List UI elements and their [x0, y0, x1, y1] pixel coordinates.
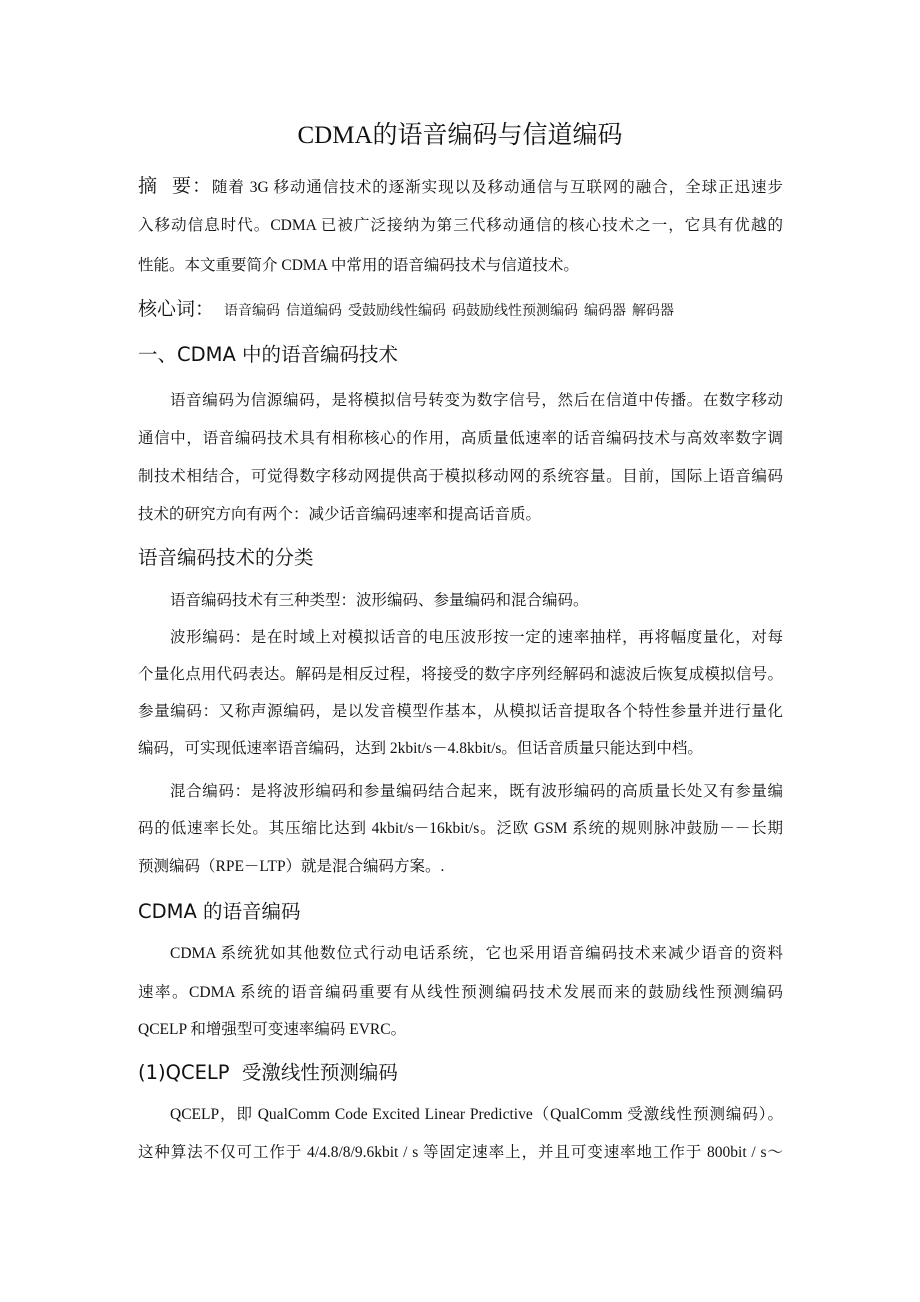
paragraph-line: 技术的研究方向有两个：减少话音编码速率和提高话音质。	[138, 506, 542, 523]
keyword: 编码器	[584, 303, 627, 319]
paragraph-line: 速率。CDMA 系统的语音编码重要有从线性预测编码技术发展而来的鼓励线性预测编码	[138, 984, 783, 1001]
paragraph-line: 参量编码：又称声源编码，是以发音模型作基本，从模拟话音提取各个特性参量并进行量化	[138, 703, 783, 720]
paragraph-line: QCELP，即 QualComm Code Excited Linear Predictive（QualComm 受激线性预测编码）。	[170, 1106, 783, 1123]
paragraph-line: 编码，可实现低速率语音编码，达到 2kbit/s－4.8kbit/s。但话音质量只能达到中档。	[138, 740, 703, 757]
paragraph-line: 混合编码：是将波形编码和参量编码结合起来，既有波形编码的高质量长处又有参量编	[170, 783, 783, 800]
paragraph-line: 码的低速率长处。其压缩比达到 4kbit/s－16kbit/s。泛欧 GSM 系统的规则脉冲鼓励－－长期	[138, 820, 783, 837]
paragraph-line: 通信中，语音编码技术具有相称核心的作用，高质量低速率的话音编码技术与高效率数字调	[138, 430, 783, 447]
keywords-label: 核心词：	[138, 298, 215, 320]
paragraph-line: 个量化点用代码表达。解码是相反过程，将接受的数字序列经解码和滤波后恢复成模拟信号。	[138, 666, 783, 683]
document-title: CDMA的语音编码与信道编码	[297, 122, 623, 149]
subsection-heading: (1)QCELP 受激线性预测编码	[138, 1061, 398, 1084]
keyword: 语音编码	[224, 303, 281, 319]
paragraph-line: CDMA 系统犹如其他数位式行动电话系统，它也采用语音编码技术来减少语音的资料	[170, 945, 783, 962]
keyword: 受鼓励线性编码	[348, 303, 447, 319]
paragraph-line: 波形编码：是在时域上对模拟话音的电压波形按一定的速率抽样，再将幅度量化，对每	[170, 629, 783, 646]
abstract-line-1	[138, 176, 783, 198]
paragraph-line: 这种算法不仅可工作于 4/4.8/8/9.6kbit / s 等固定速率上，并且可变速率地工作于 800bit / s～	[138, 1144, 783, 1161]
subsection-heading: CDMA 的语音编码	[138, 900, 301, 923]
keyword: 码鼓励线性预测编码	[452, 303, 579, 319]
subsection-heading: 语音编码技术的分类	[138, 546, 314, 569]
paragraph-line: 语音编码为信源编码，是将模拟信号转变为数字信号，然后在信道中传播。在数字移动	[170, 392, 783, 409]
abstract-line-3: 性能。本文重要简介 CDMA 中常用的语音编码技术与信道技术。	[138, 257, 579, 274]
abstract-label: 摘 要：	[138, 175, 212, 197]
paragraph-line: 制技术相结合，可觉得数字移动网提供高于模拟移动网的系统容量。目前，国际上语音编码	[138, 468, 783, 485]
abstract-line-2: 入移动信息时代。CDMA 已被广泛接纳为第三代移动通信的核心技术之一，它具有优越的	[138, 217, 783, 234]
paragraph-line: 语音编码技术有三种类型：波形编码、参量编码和混合编码。	[170, 592, 589, 609]
section-heading: 一、CDMA 中的语音编码技术	[138, 343, 398, 366]
keywords	[138, 299, 783, 322]
abstract-text: 随着 3G 移动通信技术的逐渐实现以及移动通信与互联网的融合，全球正迅速步	[211, 179, 783, 196]
paragraph-line: QCELP 和增强型可变速率编码 EVRC。	[138, 1021, 407, 1038]
keyword: 解码器	[632, 303, 675, 319]
paragraph-line: 预测编码（RPE－LTP）就是混合编码方案。.	[138, 858, 445, 875]
keyword: 信道编码	[286, 303, 343, 319]
